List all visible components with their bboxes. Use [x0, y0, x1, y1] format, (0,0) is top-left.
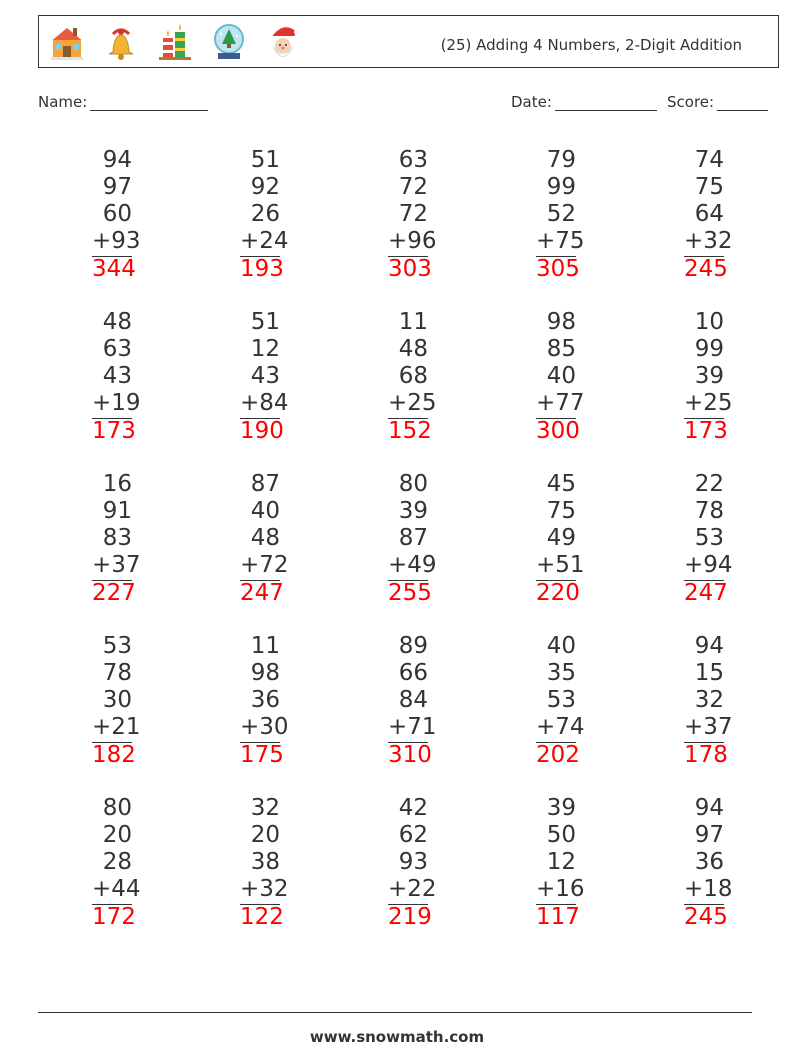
name-field	[38, 93, 208, 111]
date-blank[interactable]	[555, 94, 657, 111]
addend: 94	[694, 633, 724, 659]
problem	[92, 309, 141, 445]
addend: 35	[546, 660, 576, 686]
addend: 20	[250, 822, 280, 848]
answer: 310	[388, 742, 432, 768]
problem	[684, 633, 733, 769]
addend: 32	[694, 687, 724, 713]
problem	[92, 471, 141, 607]
addend: 22	[694, 471, 724, 497]
answer: 219	[388, 904, 432, 930]
addend: 10	[694, 309, 724, 335]
answer: 300	[536, 418, 580, 444]
problem	[240, 471, 289, 607]
score-field	[667, 93, 768, 111]
problem	[240, 633, 289, 769]
footer-divider	[38, 1012, 752, 1013]
addend-with-plus: +32	[684, 228, 733, 254]
worksheet-title: (25) Adding 4 Numbers, 2-Digit Addition	[440, 36, 742, 54]
addend: 26	[250, 201, 280, 227]
problem	[240, 147, 289, 283]
house-icon	[45, 20, 89, 64]
addend: 40	[546, 363, 576, 389]
addend: 32	[250, 795, 280, 821]
addend: 40	[250, 498, 280, 524]
addend: 99	[546, 174, 576, 200]
addend: 83	[102, 525, 132, 551]
addend: 79	[546, 147, 576, 173]
addend-with-plus: +16	[536, 876, 585, 902]
bell-icon	[99, 20, 143, 64]
addend-with-plus: +71	[388, 714, 437, 740]
problem	[92, 795, 141, 931]
problem	[684, 147, 733, 283]
problem	[536, 471, 585, 607]
addend-with-plus: +44	[92, 876, 141, 902]
problem	[536, 147, 585, 283]
problem	[92, 633, 141, 769]
name-label: Name:	[38, 93, 88, 111]
addend: 52	[546, 201, 576, 227]
addend-with-plus: +21	[92, 714, 141, 740]
addend-with-plus: +22	[388, 876, 437, 902]
problem	[536, 309, 585, 445]
addend-with-plus: +49	[388, 552, 437, 578]
addend: 36	[250, 687, 280, 713]
addend: 97	[102, 174, 132, 200]
addend: 94	[102, 147, 132, 173]
answer: 303	[388, 256, 432, 282]
addend: 28	[102, 849, 132, 875]
addend: 43	[250, 363, 280, 389]
answer: 122	[240, 904, 284, 930]
addend: 98	[546, 309, 576, 335]
addend: 20	[102, 822, 132, 848]
addend: 39	[398, 498, 428, 524]
score-label: Score:	[667, 93, 715, 111]
answer: 193	[240, 256, 284, 282]
addend: 48	[102, 309, 132, 335]
problem	[684, 309, 733, 445]
problem	[388, 633, 437, 769]
problem	[92, 147, 141, 283]
date-field	[511, 93, 657, 111]
addend: 66	[398, 660, 428, 686]
addend: 51	[250, 309, 280, 335]
addend: 89	[398, 633, 428, 659]
answer: 172	[92, 904, 136, 930]
problem	[240, 309, 289, 445]
addend: 97	[694, 822, 724, 848]
addend: 85	[546, 336, 576, 362]
addend: 75	[694, 174, 724, 200]
addend: 45	[546, 471, 576, 497]
addend-with-plus: +72	[240, 552, 289, 578]
addend: 48	[250, 525, 280, 551]
answer: 220	[536, 580, 580, 606]
date-label: Date:	[511, 93, 552, 111]
addend-with-plus: +18	[684, 876, 733, 902]
answer: 152	[388, 418, 432, 444]
name-blank[interactable]	[90, 94, 208, 111]
addend-with-plus: +94	[684, 552, 733, 578]
problem	[388, 471, 437, 607]
addend: 39	[694, 363, 724, 389]
addend-with-plus: +32	[240, 876, 289, 902]
answer: 173	[92, 418, 136, 444]
addend: 42	[398, 795, 428, 821]
answer: 182	[92, 742, 136, 768]
answer: 247	[240, 580, 284, 606]
addend-with-plus: +37	[92, 552, 141, 578]
addend: 78	[102, 660, 132, 686]
addend-with-plus: +93	[92, 228, 141, 254]
addend: 64	[694, 201, 724, 227]
addend: 40	[546, 633, 576, 659]
answer: 227	[92, 580, 136, 606]
addend: 51	[250, 147, 280, 173]
addend: 84	[398, 687, 428, 713]
addend: 91	[102, 498, 132, 524]
addend: 74	[694, 147, 724, 173]
header-icons	[45, 20, 305, 64]
addend-with-plus: +75	[536, 228, 585, 254]
answer: 190	[240, 418, 284, 444]
addend-with-plus: +77	[536, 390, 585, 416]
addend-with-plus: +25	[684, 390, 733, 416]
addend: 72	[398, 174, 428, 200]
addend-with-plus: +37	[684, 714, 733, 740]
addend: 80	[102, 795, 132, 821]
addend: 43	[102, 363, 132, 389]
addend-with-plus: +30	[240, 714, 289, 740]
addend: 16	[102, 471, 132, 497]
addend: 72	[398, 201, 428, 227]
addend: 30	[102, 687, 132, 713]
addend: 11	[398, 309, 428, 335]
addend: 60	[102, 201, 132, 227]
addend: 99	[694, 336, 724, 362]
answer: 247	[684, 580, 728, 606]
problem	[240, 795, 289, 931]
addend: 92	[250, 174, 280, 200]
answer: 245	[684, 904, 728, 930]
snow-globe-icon	[207, 20, 251, 64]
addend: 87	[250, 471, 280, 497]
addend-with-plus: +24	[240, 228, 289, 254]
addend: 12	[250, 336, 280, 362]
problem	[536, 795, 585, 931]
answer: 344	[92, 256, 136, 282]
answer: 173	[684, 418, 728, 444]
addend: 63	[398, 147, 428, 173]
addend-with-plus: +19	[92, 390, 141, 416]
problem	[388, 795, 437, 931]
santa-icon	[261, 20, 305, 64]
addend: 53	[694, 525, 724, 551]
addend: 87	[398, 525, 428, 551]
footer-url: www.snowmath.com	[309, 1028, 485, 1046]
addend-with-plus: +96	[388, 228, 437, 254]
problem	[388, 309, 437, 445]
answer: 202	[536, 742, 580, 768]
header-box	[38, 15, 779, 68]
answer: 178	[684, 742, 728, 768]
addend: 36	[694, 849, 724, 875]
addend: 78	[694, 498, 724, 524]
addend: 94	[694, 795, 724, 821]
answer: 255	[388, 580, 432, 606]
problem	[684, 795, 733, 931]
candles-icon	[153, 20, 197, 64]
answer: 175	[240, 742, 284, 768]
answer: 305	[536, 256, 580, 282]
answer: 117	[536, 904, 580, 930]
addend: 53	[546, 687, 576, 713]
addend-with-plus: +25	[388, 390, 437, 416]
addend: 75	[546, 498, 576, 524]
addend: 49	[546, 525, 576, 551]
addend: 48	[398, 336, 428, 362]
problem	[388, 147, 437, 283]
addend: 80	[398, 471, 428, 497]
problem	[536, 633, 585, 769]
problem	[684, 471, 733, 607]
addend-with-plus: +74	[536, 714, 585, 740]
addend: 38	[250, 849, 280, 875]
addend: 50	[546, 822, 576, 848]
addend: 39	[546, 795, 576, 821]
addend: 53	[102, 633, 132, 659]
addend: 63	[102, 336, 132, 362]
addend: 12	[546, 849, 576, 875]
addend-with-plus: +51	[536, 552, 585, 578]
addend: 15	[694, 660, 724, 686]
addend: 11	[250, 633, 280, 659]
addend: 93	[398, 849, 428, 875]
answer: 245	[684, 256, 728, 282]
score-blank[interactable]	[717, 94, 768, 111]
addend: 98	[250, 660, 280, 686]
addend: 68	[398, 363, 428, 389]
addend-with-plus: +84	[240, 390, 289, 416]
addend: 62	[398, 822, 428, 848]
